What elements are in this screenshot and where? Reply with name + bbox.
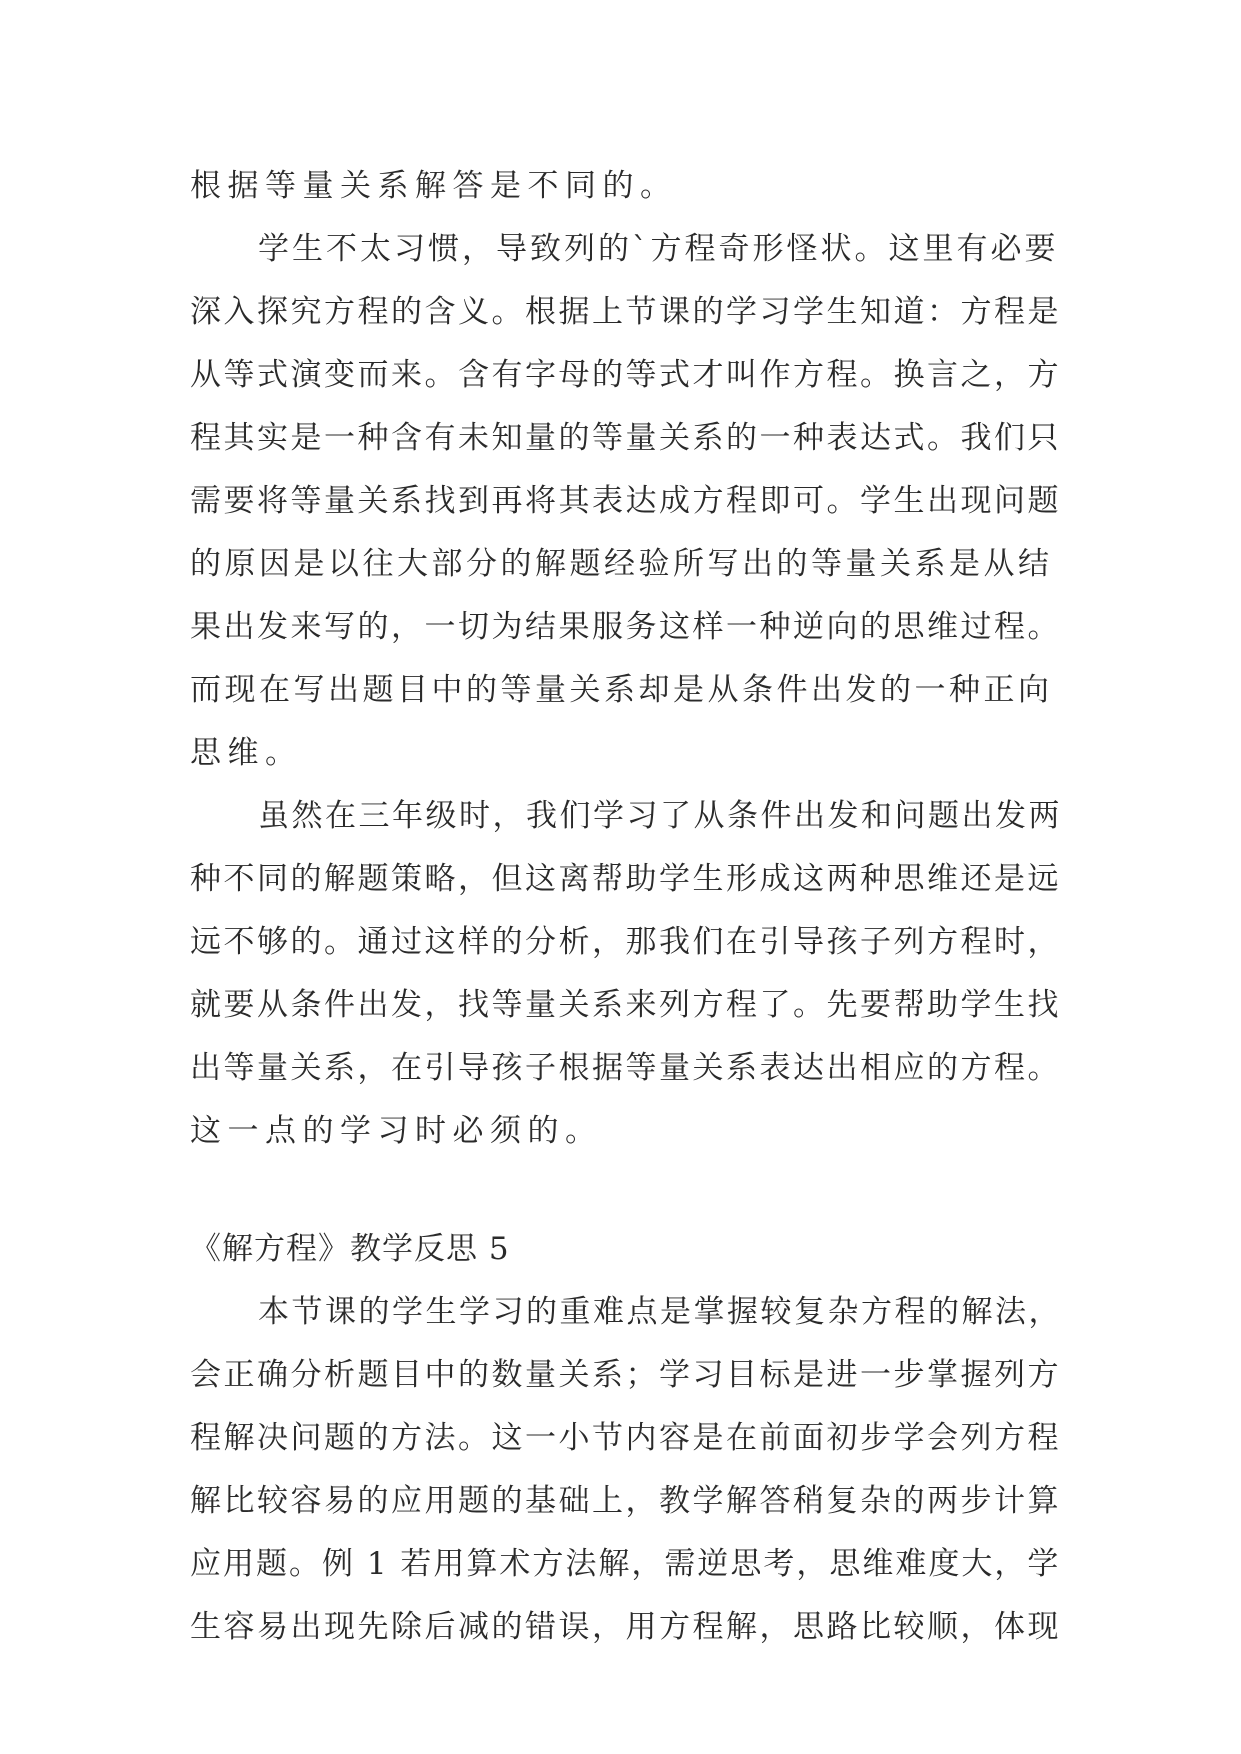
paragraph-line: 种不同的解题策略，但这离帮助学生形成这两种思维还是远 xyxy=(190,861,1061,897)
paragraph-line: 程解决问题的方法。这一小节内容是在前面初步学会列方程 xyxy=(190,1420,1061,1456)
paragraph-line: 解比较容易的应用题的基础上，教学解答稍复杂的两步计算 xyxy=(190,1483,1061,1519)
paragraph-line: 从等式演变而来。含有字母的等式才叫作方程。换言之，方 xyxy=(190,357,1061,393)
paragraph-line: 而现在写出题目中的等量关系却是从条件出发的一种正向 xyxy=(190,672,1053,708)
paragraph-line: 根据等量关系解答是不同的。 xyxy=(190,168,678,204)
paragraph-line: 虽然在三年级时，我们学习了从条件出发和问题出发两 xyxy=(258,798,1062,834)
paragraph-line: 远不够的。通过这样的分析，那我们在引导孩子列方程时， xyxy=(190,924,1061,960)
paragraph-line: 就要从条件出发，找等量关系来列方程了。先要帮助学生找 xyxy=(190,987,1061,1023)
paragraph-line: 程其实是一种含有未知量的等量关系的一种表达式。我们只 xyxy=(190,420,1061,456)
paragraph-line: 出等量关系，在引导孩子根据等量关系表达出相应的方程。 xyxy=(190,1050,1061,1086)
paragraph-line: 深入探究方程的含义。根据上节课的学习学生知道：方程是 xyxy=(190,294,1061,330)
paragraph-line: 学生不太习惯，导致列的`方程奇形怪状。这里有必要 xyxy=(258,231,1059,267)
paragraph-line: 本节课的学生学习的重难点是掌握较复杂方程的解法， xyxy=(258,1294,1062,1330)
paragraph-line: 思维。 xyxy=(190,735,303,771)
paragraph-line: 果出发来写的，一切为结果服务这样一种逆向的思维过程。 xyxy=(190,609,1061,645)
paragraph-line: 会正确分析题目中的数量关系；学习目标是进一步掌握列方 xyxy=(190,1357,1061,1393)
section-title: 《解方程》教学反思 5 xyxy=(190,1231,510,1267)
paragraph-line: 应用题。例 1 若用算术方法解，需逆思考，思维难度大，学 xyxy=(190,1546,1061,1582)
paragraph-line: 生容易出现先除后减的错误，用方程解，思路比较顺，体现 xyxy=(190,1609,1061,1645)
paragraph-line: 需要将等量关系找到再将其表达成方程即可。学生出现问题 xyxy=(190,483,1061,519)
paragraph-line: 这一点的学习时必须的。 xyxy=(190,1113,603,1149)
paragraph-line: 的原因是以往大部分的解题经验所写出的等量关系是从结 xyxy=(190,546,1053,582)
